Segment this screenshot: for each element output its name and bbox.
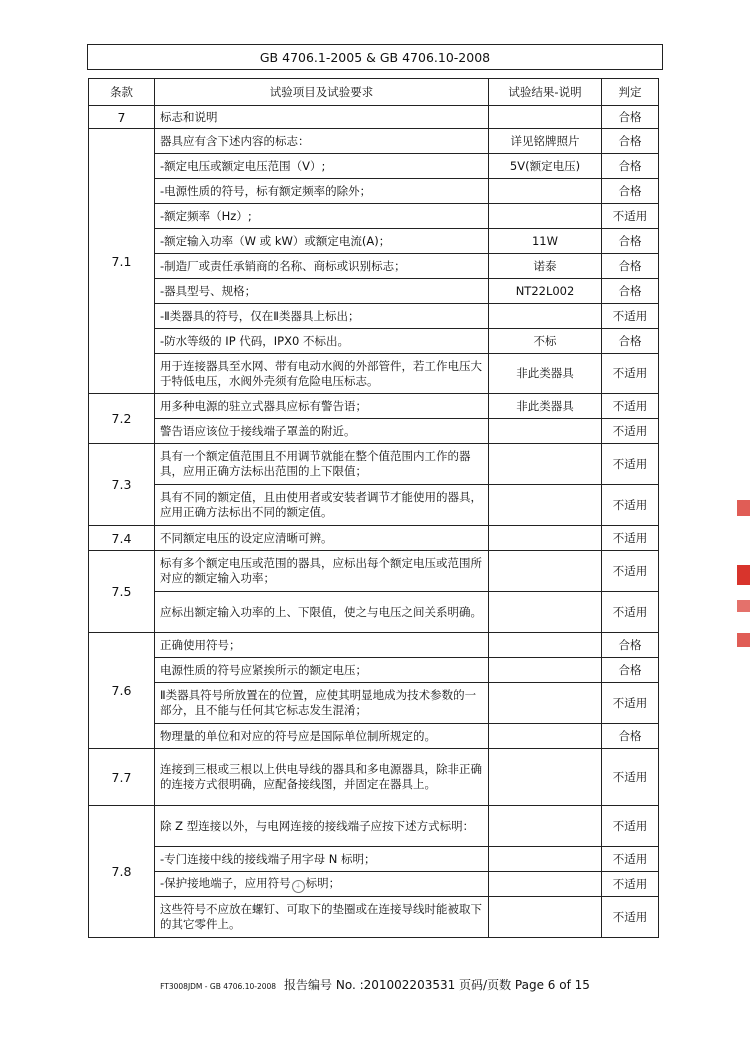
verdict-cell: 不适用 — [602, 592, 659, 633]
result-cell — [489, 806, 602, 847]
result-cell — [489, 724, 602, 749]
verdict-cell: 合格 — [602, 254, 659, 279]
result-cell: 非此类器具 — [489, 394, 602, 419]
clause-cell: 7.2 — [89, 394, 155, 444]
table-row — [89, 229, 659, 254]
requirement-cell: 物理量的单位和对应的符号应是国际单位制所规定的。 — [155, 724, 489, 749]
requirement-cell: Ⅱ类器具符号所放置在的位置，应使其明显地成为技术参数的一部分，且不能与任何其它标志发生混淆； — [155, 683, 489, 724]
verdict-cell: 不适用 — [602, 485, 659, 526]
verdict-cell: 不适用 — [602, 749, 659, 806]
standard-header — [87, 44, 663, 70]
table-row — [89, 551, 659, 592]
footer-doc-code: FT3008JDM - GB 4706.10-2008 — [160, 982, 277, 991]
result-cell: NT22L002 — [489, 279, 602, 304]
requirement-cell: -防水等级的 IP 代码，IPX0 不标出。 — [155, 329, 489, 354]
result-cell — [489, 304, 602, 329]
requirement-cell: -额定电压或额定电压范围（V）; — [155, 154, 489, 179]
requirement-cell: 电源性质的符号应紧挨所示的额定电压； — [155, 658, 489, 683]
requirement-cell: 用于连接器具至水网、带有电动水阀的外部管件，若工作电压大于特低电压，水阀外壳须有危险电压标志。 — [155, 354, 489, 394]
result-cell — [489, 444, 602, 485]
result-cell — [489, 658, 602, 683]
requirement-cell: 正确使用符号； — [155, 633, 489, 658]
requirement-cell: 这些符号不应放在螺钉、可取下的垫圈或在连接导线时能被取下的其它零件上。 — [155, 897, 489, 938]
verdict-cell: 合格 — [602, 724, 659, 749]
earth-symbol-icon: ⏚ — [292, 880, 305, 893]
footer-report-info: 报告编号 No. :201002203531 页码/页数 Page 6 of 15 — [284, 978, 590, 992]
requirement-cell: -器具型号、规格； — [155, 279, 489, 304]
table-row — [89, 179, 659, 204]
table-row — [89, 806, 659, 847]
verdict-cell: 不适用 — [602, 419, 659, 444]
requirement-cell: 标有多个额定电压或范围的器具，应标出每个额定电压或范围所对应的额定输入功率； — [155, 551, 489, 592]
clause-cell: 7.8 — [89, 806, 155, 938]
result-cell — [489, 749, 602, 806]
table-row — [89, 724, 659, 749]
table-row — [89, 683, 659, 724]
requirement-cell: -Ⅱ类器具的符号，仅在Ⅱ类器具上标出； — [155, 304, 489, 329]
table-row — [89, 444, 659, 485]
result-cell: 11W — [489, 229, 602, 254]
result-cell — [489, 897, 602, 938]
result-cell: 详见铭牌照片 — [489, 129, 602, 154]
result-cell — [489, 683, 602, 724]
table-row — [89, 749, 659, 806]
verdict-cell: 不适用 — [602, 394, 659, 419]
result-cell — [489, 419, 602, 444]
verdict-cell: 不适用 — [602, 444, 659, 485]
requirement-cell: 标志和说明 — [155, 106, 489, 129]
clause-cell: 7.7 — [89, 749, 155, 806]
table-row — [89, 394, 659, 419]
verdict-cell: 不适用 — [602, 683, 659, 724]
verdict-cell: 合格 — [602, 154, 659, 179]
verdict-cell: 不适用 — [602, 354, 659, 394]
table-row — [89, 129, 659, 154]
table-row — [89, 658, 659, 683]
table-row — [89, 633, 659, 658]
requirement-text-post: 标明； — [305, 875, 341, 890]
requirement-cell: 不同额定电压的设定应清晰可辨。 — [155, 526, 489, 551]
table-row — [89, 254, 659, 279]
clause-cell: 7.5 — [89, 551, 155, 633]
table-row — [89, 204, 659, 229]
result-cell: 诺泰 — [489, 254, 602, 279]
requirement-cell: 用多种电源的驻立式器具应标有警告语； — [155, 394, 489, 419]
verdict-cell: 不适用 — [602, 204, 659, 229]
result-cell: 5V(额定电压) — [489, 154, 602, 179]
standard-title: GB 4706.1-2005 & GB 4706.10-2008 — [259, 49, 491, 65]
result-cell — [489, 204, 602, 229]
requirement-cell: 具有不同的额定值，且由使用者或安装者调节才能使用的器具，应用正确方法标出不同的额定值。 — [155, 485, 489, 526]
table-row — [89, 592, 659, 633]
table-row — [89, 154, 659, 179]
verdict-cell: 合格 — [602, 129, 659, 154]
verdict-cell: 不适用 — [602, 526, 659, 551]
table-row — [89, 304, 659, 329]
requirement-cell: 具有一个额定值范围且不用调节就能在整个值范围内工作的器具，应用正确方法标出范围的上下限值； — [155, 444, 489, 485]
header-result: 试验结果-说明 — [489, 79, 602, 106]
requirement-text-pre: -保护接地端子，应用符号 — [160, 875, 291, 890]
verdict-cell: 不适用 — [602, 872, 659, 897]
requirement-cell — [155, 872, 489, 897]
requirement-cell: 连接到三根或三根以上供电导线的器具和多电源器具，除非正确的连接方式很明确，应配备接线图，并固定在器具上。 — [155, 749, 489, 806]
result-cell — [489, 106, 602, 129]
result-cell: 不标 — [489, 329, 602, 354]
verdict-cell: 合格 — [602, 633, 659, 658]
requirement-cell: -制造厂或责任承销商的名称、商标或识别标志； — [155, 254, 489, 279]
table-row — [89, 897, 659, 938]
header-verdict: 判定 — [602, 79, 659, 106]
clause-cell: 7.3 — [89, 444, 155, 526]
result-cell — [489, 551, 602, 592]
table-row — [89, 526, 659, 551]
result-cell — [489, 633, 602, 658]
table-row — [89, 419, 659, 444]
requirement-cell: 器具应有含下述内容的标志： — [155, 129, 489, 154]
verdict-cell: 不适用 — [602, 847, 659, 872]
clause-cell: 7.4 — [89, 526, 155, 551]
verdict-cell: 不适用 — [602, 897, 659, 938]
verdict-cell: 不适用 — [602, 551, 659, 592]
header-requirement: 试验项目及试验要求 — [155, 79, 489, 106]
requirement-cell: -电源性质的符号，标有额定频率的除外； — [155, 179, 489, 204]
requirement-cell: -额定输入功率（W 或 kW）或额定电流(A)； — [155, 229, 489, 254]
test-results-table — [88, 78, 659, 938]
result-cell — [489, 847, 602, 872]
result-cell — [489, 485, 602, 526]
stamp-fragment-icon — [737, 600, 750, 612]
table-row — [89, 354, 659, 394]
requirement-cell: -额定频率（Hz）; — [155, 204, 489, 229]
requirement-cell: 应标出额定输入功率的上、下限值，使之与电压之间关系明确。 — [155, 592, 489, 633]
verdict-cell: 合格 — [602, 179, 659, 204]
clause-cell: 7 — [89, 106, 155, 129]
result-cell — [489, 526, 602, 551]
stamp-fragment-icon — [737, 500, 750, 516]
clause-cell: 7.6 — [89, 633, 155, 749]
requirement-cell: 警告语应该位于接线端子罩盖的附近。 — [155, 419, 489, 444]
requirement-cell: 除 Z 型连接以外，与电网连接的接线端子应按下述方式标明： — [155, 806, 489, 847]
verdict-cell: 合格 — [602, 229, 659, 254]
verdict-cell: 合格 — [602, 106, 659, 129]
stamp-fragment-icon — [737, 633, 750, 647]
verdict-cell: 不适用 — [602, 806, 659, 847]
table-row — [89, 279, 659, 304]
requirement-cell: -专门连接中线的接线端子用字母 N 标明； — [155, 847, 489, 872]
stamp-fragment-icon — [737, 565, 750, 585]
table-row — [89, 847, 659, 872]
verdict-cell: 合格 — [602, 279, 659, 304]
table-row — [89, 106, 659, 129]
verdict-cell: 合格 — [602, 329, 659, 354]
table-row — [89, 329, 659, 354]
result-cell — [489, 872, 602, 897]
clause-cell: 7.1 — [89, 129, 155, 394]
verdict-cell: 合格 — [602, 658, 659, 683]
verdict-cell: 不适用 — [602, 304, 659, 329]
header-clause: 条款 — [89, 79, 155, 106]
result-cell — [489, 592, 602, 633]
result-cell — [489, 179, 602, 204]
table-row — [89, 485, 659, 526]
result-cell: 非此类器具 — [489, 354, 602, 394]
table-header-row — [89, 79, 659, 106]
table-row — [89, 872, 659, 897]
page-footer — [0, 976, 750, 993]
